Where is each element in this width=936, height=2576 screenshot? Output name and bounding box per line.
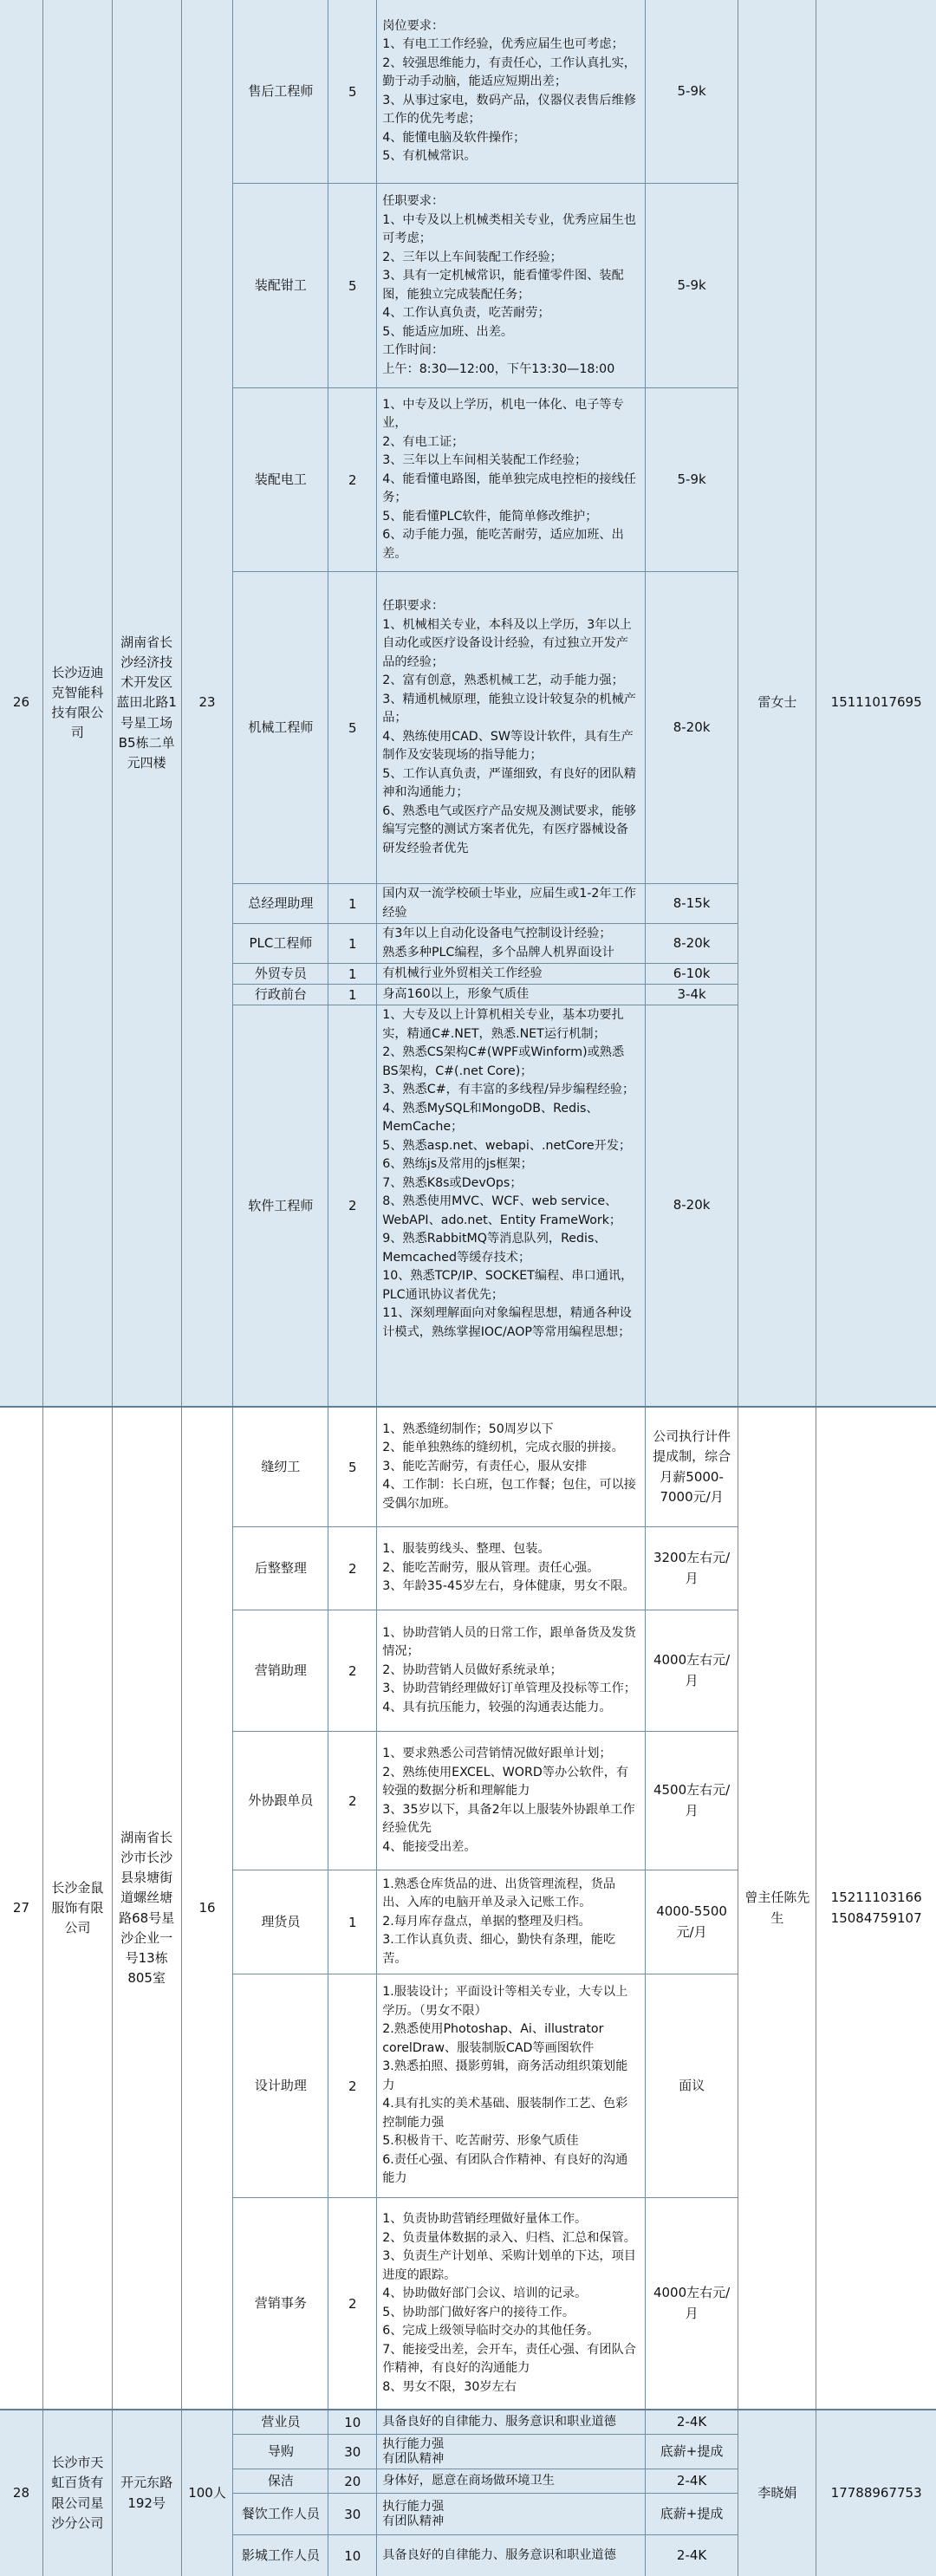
- job-title: 缝纫工: [233, 1408, 328, 1526]
- job-title: 行政前台: [233, 985, 328, 1005]
- job-salary: 2-4K: [676, 2413, 707, 2430]
- job-count: 5: [328, 184, 377, 387]
- job-row: [233, 1610, 738, 1732]
- company-address: 湖南省长沙经济技术开发区蓝田北路1号星工场B5栋二单元四楼: [113, 0, 182, 1406]
- contact-person: 曾主任陈先生: [738, 1408, 816, 2409]
- job-row: [233, 1408, 738, 1527]
- total-hires: 100人: [182, 2410, 234, 2576]
- job-count: 5: [328, 572, 377, 883]
- job-title: 营销事务: [233, 2198, 328, 2409]
- job-salary: 8-20k: [673, 1197, 711, 1213]
- job-salary: 底薪+提成: [660, 2443, 724, 2459]
- job-row: [233, 1005, 738, 1406]
- job-requirements: 1.服装设计；平面设计等相关专业，大专以上学历。（男女不限） 2.熟悉使用Photoshap、Ai、illustrator corelDraw、服装制版CAD等画图软件 3.熟悉拍照、摄影剪辑，商务活动组织策划能力 4.具有扎实的美术基础、服装制作工艺、色彩控制能力强 5.积极肯干、吃苦耐劳、形象气质佳 6.责任心强、有团队合作精神、有良好的沟通能力: [377, 1974, 645, 2197]
- job-requirements: 具备良好的自律能力、服务意识和职业道德: [377, 2535, 645, 2576]
- job-count: 2: [328, 1610, 377, 1731]
- job-requirements: 有3年以上自动化设备电气控制设计经验； 熟悉多种PLC编程，多个品牌人机界面设计: [377, 924, 645, 963]
- job-title: 总经理助理: [233, 884, 328, 923]
- job-salary: 3200左右元/月: [653, 1550, 731, 1586]
- contact-phone: 15111017695: [830, 694, 922, 711]
- job-requirements: 1、服装剪线头、整理、包装。 2、能吃苦耐劳，服从管理。责任心强。 3、年龄35-45岁左右，身体健康，男女不限。: [377, 1527, 645, 1610]
- job-count: 1: [328, 985, 377, 1005]
- job-row: [233, 964, 738, 985]
- job-salary: 底薪+提成: [660, 2505, 724, 2521]
- total-hires: 16: [182, 1408, 234, 2409]
- job-title: 外协跟单员: [233, 1732, 328, 1870]
- job-title: 装配电工: [233, 388, 328, 571]
- job-count: 2: [328, 2198, 377, 2409]
- job-requirements: 1、协助营销人员的日常工作，跟单备货及发货情况； 2、协助营销人员做好系统录单； 3、协助营销经理做好订单管理及投标等工作； 4、具有抗压能力，较强的沟通表达能力。: [377, 1610, 645, 1731]
- job-salary: 面议: [679, 2077, 705, 2093]
- job-title: 营业员: [233, 2410, 328, 2434]
- job-list: [233, 0, 738, 1406]
- contact-phone: 17788967753: [830, 2484, 922, 2501]
- job-salary: 2-4K: [676, 2547, 707, 2563]
- job-count: 2: [328, 1527, 377, 1610]
- job-salary: 公司执行计件提成制，综合月薪5000-7000元/月: [653, 1428, 731, 1505]
- job-row: [233, 2535, 738, 2576]
- job-requirements: 身高160以上，形象气质佳: [377, 985, 645, 1005]
- job-requirements: 岗位要求： 1、有电工工作经验，优秀应届生也可考虑； 2、较强思维能力，有责任心，工作认真扎实，勤于动手动脑，能适应短期出差； 3、从事过家电，数码产品，仪器仪表售后维修工作的优先考虑； 4、能懂电脑及软件操作； 5、有机械常识。: [377, 0, 645, 183]
- job-count: 30: [328, 2435, 377, 2469]
- job-requirements: 1、负责协助营销经理做好量体工作。 2、负责量体数据的录入、归档、汇总和保管。 3、负责生产计划单、采购计划单的下达，项目进度的跟踪。 4、协助做好部门会议、培训的记录。 5、协助部门做好客户的接待工作。 6、完成上级领导临时交办的其他任务。 7、能接受出差，会开车，责任心强、有团队合作精神，有良好的沟通能力 8、男女不限，30岁左右: [377, 2198, 645, 2409]
- job-title: 餐饮工作人员: [233, 2494, 328, 2534]
- job-title: PLC工程师: [233, 924, 328, 963]
- job-row: [233, 985, 738, 1005]
- job-requirements: 1、熟悉缝纫制作；50周岁以下 2、能单独熟练的缝纫机，完成衣服的拼接。 3、能吃苦耐劳，有责任心，服从安排 4、工作制：长白班，包工作餐；包住，可以接受偶尔加班。: [377, 1408, 645, 1526]
- job-count: 1: [328, 924, 377, 963]
- contact-person: 李晓娟: [738, 2410, 816, 2576]
- job-count: 5: [328, 0, 377, 183]
- job-salary: 5-9k: [677, 276, 706, 293]
- job-salary: 2-4K: [676, 2472, 707, 2488]
- job-row: [233, 2469, 738, 2494]
- job-salary: 5-9k: [677, 82, 706, 99]
- job-row: [233, 1870, 738, 1974]
- company-address: 湖南省长沙市长沙县泉塘街道螺丝塘路68号星沙企业一号13栋805室: [113, 1408, 182, 2409]
- job-salary: 5-9k: [677, 471, 706, 487]
- job-count: 20: [328, 2469, 377, 2493]
- job-count: 1: [328, 1870, 377, 1974]
- total-hires: 23: [182, 0, 234, 1406]
- job-row: [233, 1974, 738, 2198]
- job-title: 外贸专员: [233, 964, 328, 984]
- company-address: 开元东路192号: [113, 2410, 182, 2576]
- job-title: 软件工程师: [233, 1005, 328, 1406]
- job-requirements: 国内双一流学校硕士毕业，应届生或1-2年工作经验: [377, 884, 645, 923]
- company-name: 长沙市天虹百货有限公司星沙分公司: [43, 2410, 113, 2576]
- job-row: [233, 1732, 738, 1870]
- job-salary: 4000左右元/月: [653, 2285, 731, 2321]
- job-salary: 8-20k: [673, 719, 711, 735]
- job-row: [233, 0, 738, 184]
- job-row: [233, 388, 738, 572]
- job-row: [233, 2494, 738, 2535]
- job-row: [233, 924, 738, 964]
- job-count: 30: [328, 2494, 377, 2534]
- row-number: 27: [0, 1408, 43, 2409]
- job-title: 保洁: [233, 2469, 328, 2493]
- job-list: [233, 1408, 738, 2409]
- job-title: 理货员: [233, 1870, 328, 1974]
- job-row: [233, 184, 738, 388]
- job-requirements: 1、中专及以上学历，机电一体化、电子等专业， 2、有电工证； 3、三年以上车间相关装配工作经验； 4、能看懂电路图，能单独完成电控柜的接线任务； 5、能看懂PLC软件，能简单修改维护； 6、动手能力强，能吃苦耐劳，适应加班、出差。: [377, 388, 645, 571]
- job-salary: 4500左右元/月: [653, 1782, 731, 1818]
- job-salary: 8-15k: [673, 894, 711, 911]
- job-requirements: 1、要求熟悉公司营销情况做好跟单计划； 2、熟练使用EXCEL、WORD等办公软件，有较强的数据分析和理解能力 3、35岁以下，具备2年以上服装外协跟单工作经验优先 4、能接受出差。: [377, 1732, 645, 1870]
- row-number: 26: [0, 0, 43, 1406]
- job-count: 5: [328, 1408, 377, 1526]
- contact-phone: 15211103166 15084759107: [830, 1890, 922, 1926]
- row-number: 28: [0, 2410, 43, 2576]
- job-count: 1: [328, 964, 377, 984]
- job-count: 2: [328, 1974, 377, 2197]
- job-row: [233, 2198, 738, 2409]
- job-row: [233, 2435, 738, 2469]
- company-name: 长沙金鼠服饰有限公司: [43, 1408, 113, 2409]
- job-salary: 3-4k: [677, 986, 706, 1002]
- job-title: 装配钳工: [233, 184, 328, 387]
- job-list: [233, 2410, 738, 2576]
- job-title: 影城工作人员: [233, 2535, 328, 2576]
- job-salary: 8-20k: [673, 934, 711, 951]
- job-salary: 4000左右元/月: [653, 1652, 731, 1688]
- job-requirements: 执行能力强 有团队精神: [377, 2494, 645, 2534]
- job-count: 2: [328, 1005, 377, 1406]
- company-row-27: [0, 1408, 936, 2410]
- job-title: 机械工程师: [233, 572, 328, 883]
- job-requirements: 1.熟悉仓库货品的进、出货管理流程，货品出、入库的电脑开单及录入记账工作。 2.每月库存盘点，单据的整理及归档。 3.工作认真负责、细心，勤快有条理，能吃苦。: [377, 1870, 645, 1974]
- company-row-28: [0, 2410, 936, 2576]
- job-requirements: 执行能力强 有团队精神: [377, 2435, 645, 2469]
- job-requirements: 任职要求： 1、机械相关专业，本科及以上学历，3年以上自动化或医疗设备设计经验，有过独立开发产品的经验； 2、富有创意，熟悉机械工艺，动手能力强； 3、精通机械原理，能独立设计较复杂的机械产品； 4、熟练使用CAD、SW等设计软件，具有生产制作及安装现场的指导能力； 5、工作认真负责，严谨细致，有良好的团队精神和沟通能力； 6、熟悉电气或医疗产品安规及测试要求，能够编写完整的测试方案者优先，有医疗器械设备研发经验者优先: [377, 572, 645, 883]
- company-name: 长沙迈迪克智能科技有限公司: [43, 0, 113, 1406]
- job-title: 设计助理: [233, 1974, 328, 2197]
- job-salary: 6-10k: [673, 965, 711, 981]
- job-salary: 4000-5500元/月: [656, 1903, 727, 1940]
- job-count: 1: [328, 884, 377, 923]
- job-count: 10: [328, 2410, 377, 2434]
- job-requirements: 1、大专及以上计算机相关专业，基本功要扎实，精通C#.NET，熟悉.NET运行机制； 2、熟悉CS架构C#(WPF或Winform)或熟悉BS架构，C#(.net Core)； 3、熟悉C#，有丰富的多线程/异步编程经验； 4、熟悉MySQL和MongoDB、Redis、MemCache； 5、熟悉asp.net、webapi、.netCore开发； 6、熟练js及常用的js框架； 7、熟悉K8s或DevOps； 8、熟悉使用MVC、WCF、web service、WebAPI、ado.net、Entity FrameWork； 9、熟悉RabbitMQ等消息队列，Redis、Memcached等缓存技术； 10、熟悉TCP/IP、SOCKET编程、串口通讯，PLC通讯协议者优先； 11、深刻理解面向对象编程思想，精通各种设计模式，熟练掌握IOC/AOP等常用编程思想；: [377, 1005, 645, 1406]
- contact-person: 雷女士: [738, 0, 816, 1406]
- job-count: 10: [328, 2535, 377, 2576]
- job-title: 售后工程师: [233, 0, 328, 183]
- job-title: 导购: [233, 2435, 328, 2469]
- job-requirements: 身体好，愿意在商场做环境卫生: [377, 2469, 645, 2493]
- job-row: [233, 2410, 738, 2435]
- job-requirements: 任职要求： 1、中专及以上机械类相关专业，优秀应届生也可考虑； 2、三年以上车间装配工作经验； 3、具有一定机械常识，能看懂零件图、装配图，能独立完成装配任务； 4、工作认真负责，吃苦耐劳； 5、能适应加班、出差。 工作时间： 上午：8:30—12:00，下午13:30—18:00: [377, 184, 645, 387]
- job-title: 营销助理: [233, 1610, 328, 1731]
- job-title: 后整整理: [233, 1527, 328, 1610]
- job-count: 2: [328, 1732, 377, 1870]
- job-row: [233, 1527, 738, 1610]
- job-count: 2: [328, 388, 377, 571]
- job-requirements: 有机械行业外贸相关工作经验: [377, 964, 645, 984]
- job-row: [233, 572, 738, 884]
- job-row: [233, 884, 738, 924]
- job-requirements: 具备良好的自律能力、服务意识和职业道德: [377, 2410, 645, 2434]
